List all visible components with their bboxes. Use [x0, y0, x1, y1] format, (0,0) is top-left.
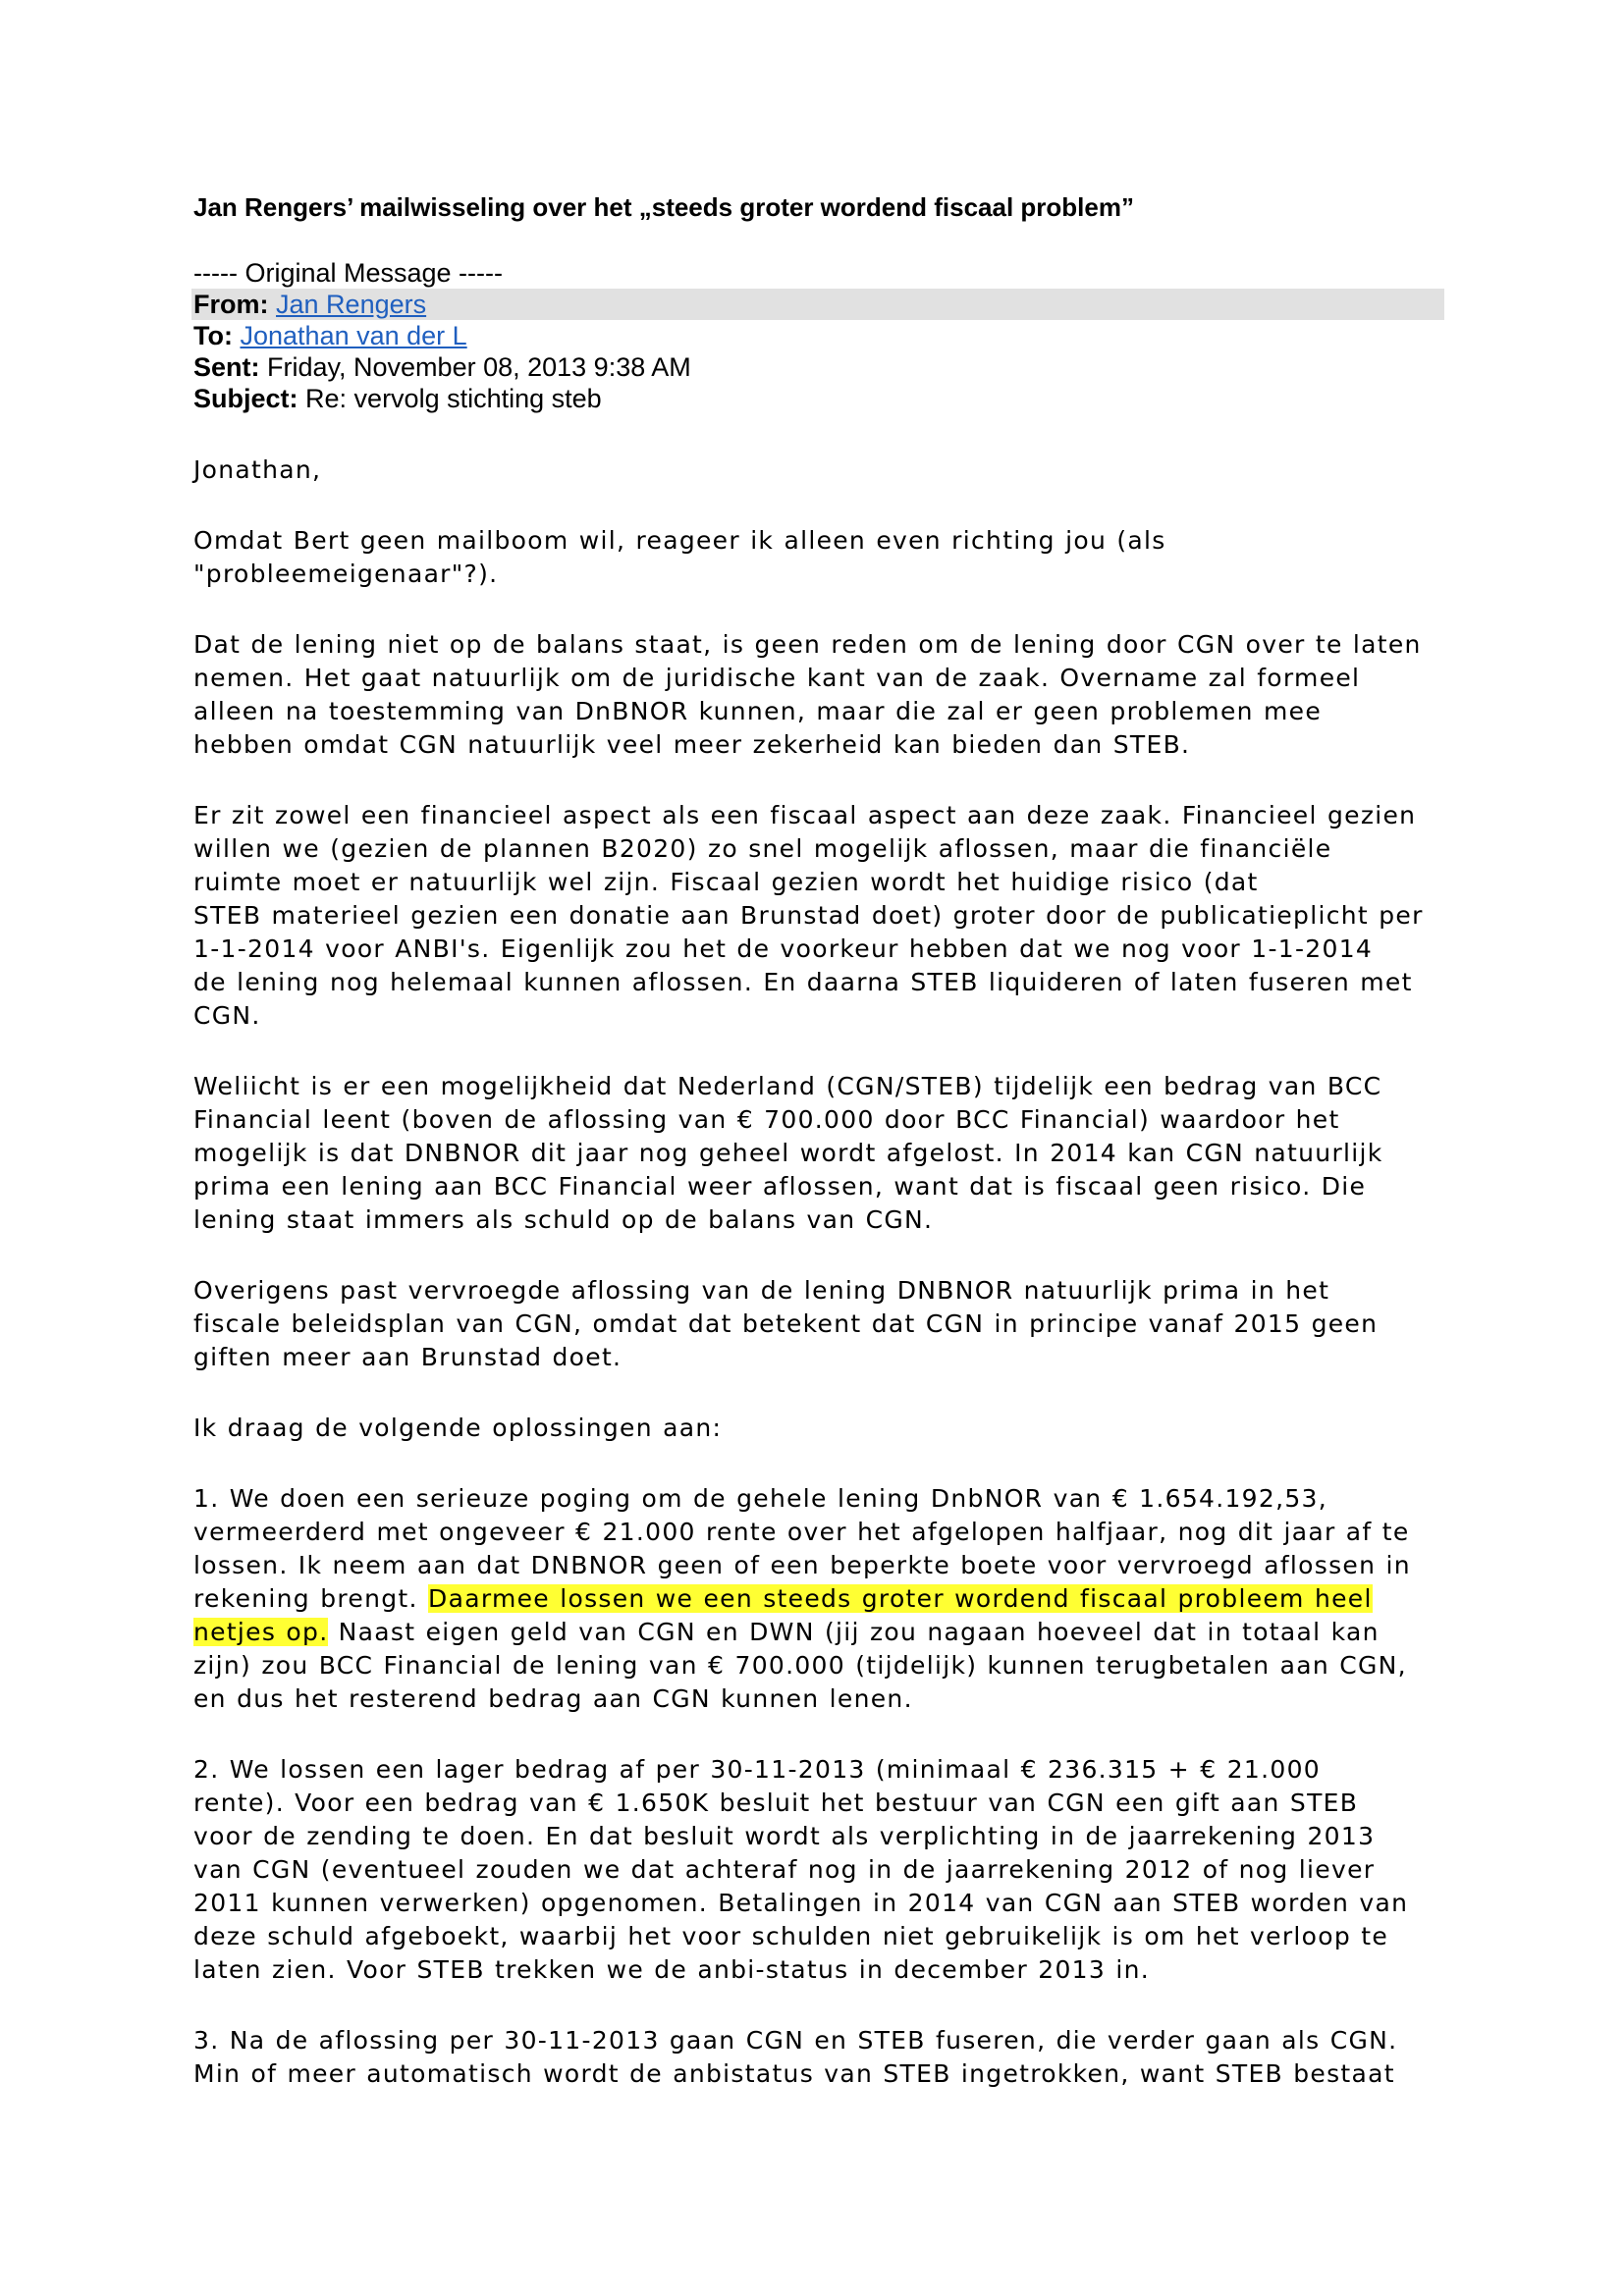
- sent-label: Sent:: [193, 352, 260, 382]
- subject-value: Re: vervolg stichting steb: [305, 384, 602, 413]
- subject-label: Subject:: [193, 384, 298, 413]
- to-row: [193, 320, 467, 351]
- highlighted-text: Daarmee lossen we een steeds groter wordend fiscaal probleem heel: [428, 1584, 1373, 1613]
- from-row: [191, 289, 1444, 320]
- document-title: Jan Rengers’ mailwisseling over het „steeds groter wordend fiscaal problem”: [193, 192, 1134, 222]
- email-body: [193, 454, 1470, 2128]
- solution-item-2: 2. We lossen een lager bedrag af per 30-11-2013 (minimaal € 236.315 + € 21.000 rente). Voor een bedrag van € 1.650K besluit het bestuur van CGN een gift aan STEB voor de zending te doen. En dat besluit wordt als verplichting in de jaarrekening 2013 van CGN (eventueel zouden we dat achteraf nog in de jaarrekening 2012 of nog liever 2011 kunnen verwerken) opgenomen. Betalingen in 2014 van CGN aan STEB worden van deze schuld afgeboekt, waarbij het voor schulden niet gebruikelijk is om het verloop te laten zien. Voor STEB trekken we de anbi-status in december 2013 in.: [193, 1755, 1409, 1984]
- sent-row: [193, 351, 691, 383]
- paragraph-5: Overigens past vervroegde aflossing van de lening DNBNOR natuurlijk prima in het fiscale beleidsplan van CGN, omdat dat betekent dat CGN in principe vanaf 2015 geen giften meer aan Brunstad doet.: [193, 1276, 1379, 1371]
- paragraph-2: Dat de lening niet op de balans staat, is geen reden om de lening door CGN over te laten nemen. Het gaat natuurlijk om de juridische kant van de zaak. Overname zal formeel alleen na toestemming van DnBNOR kunnen, maar die zal er geen problemen mee hebben omdat CGN natuurlijk veel meer zekerheid kan bieden dan STEB.: [193, 630, 1422, 759]
- to-link[interactable]: Jonathan van der L: [240, 321, 467, 350]
- highlighted-text-continued: netjes op.: [193, 1618, 329, 1646]
- paragraph-3: Er zit zowel een financieel aspect als een fiscaal aspect aan deze zaak. Financieel gezien willen we (gezien de plannen B2020) zo snel mogelijk aflossen, maar die financiële ruimte moet er natuurlijk wel zijn. Fiscaal gezien wordt het huidige risico (dat STEB materieel gezien een donatie aan Brunstad doet) groter door de publicatieplicht per 1-1-2014 voor ANBI's. Eigenlijk zou het de voorkeur hebben dat we nog voor 1-1-2014 de lening nog helemaal kunnen aflossen. En daarna STEB liquideren of laten fuseren met CGN.: [193, 801, 1424, 1030]
- solution-item-3: 3. Na de aflossing per 30-11-2013 gaan CGN en STEB fuseren, die verder gaan als CGN. Min of meer automatisch wordt de anbistatus van STEB ingetrokken, want STEB bestaat: [193, 2026, 1398, 2088]
- solution-item-1: 1. We doen een serieuze poging om de gehele lening DnbNOR van € 1.654.192,53, vermeerderd met ongeveer € 21.000 rente over het afgelopen halfjaar, nog dit jaar af te lossen. Ik neem aan dat DNBNOR geen of een beperkte boete voor vervroegd aflossen in rekening brengt. Daarmee lossen we een steeds groter wordend fiscaal probleem heel netjes op. Naast eigen geld van CGN en DWN (jij zou nagaan hoeveel dat in totaal kan zijn) zou BCC Financial de lening van € 700.000 (tijdelijk) kunnen terugbetalen aan CGN, en dus het resterend bedrag aan CGN kunnen lenen.: [193, 1484, 1411, 1713]
- from-label: From:: [193, 290, 269, 319]
- original-message-separator: ----- Original Message -----: [193, 258, 504, 288]
- greeting: Jonathan,: [193, 455, 322, 484]
- paragraph-6: Ik draag de volgende oplossingen aan:: [193, 1414, 723, 1442]
- to-label: To:: [193, 321, 233, 350]
- paragraph-1: Omdat Bert geen mailboom wil, reageer ik alleen even richting jou (als "probleemeigenaar"?).: [193, 526, 1166, 588]
- from-link[interactable]: Jan Rengers: [276, 290, 427, 319]
- sent-value: Friday, November 08, 2013 9:38 AM: [267, 352, 691, 382]
- paragraph-4: Weliicht is er een mogelijkheid dat Nederland (CGN/STEB) tijdelijk een bedrag van BCC Financial leent (boven de aflossing van € 700.000 door BCC Financial) waardoor het mogelijk is dat DNBNOR dit jaar nog geheel wordt afgelost. In 2014 kan CGN natuurlijk prima een lening aan BCC Financial weer aflossen, want dat is fiscaal geen risico. Die lening staat immers als schuld op de balans van CGN.: [193, 1072, 1383, 1234]
- subject-row: [193, 383, 602, 414]
